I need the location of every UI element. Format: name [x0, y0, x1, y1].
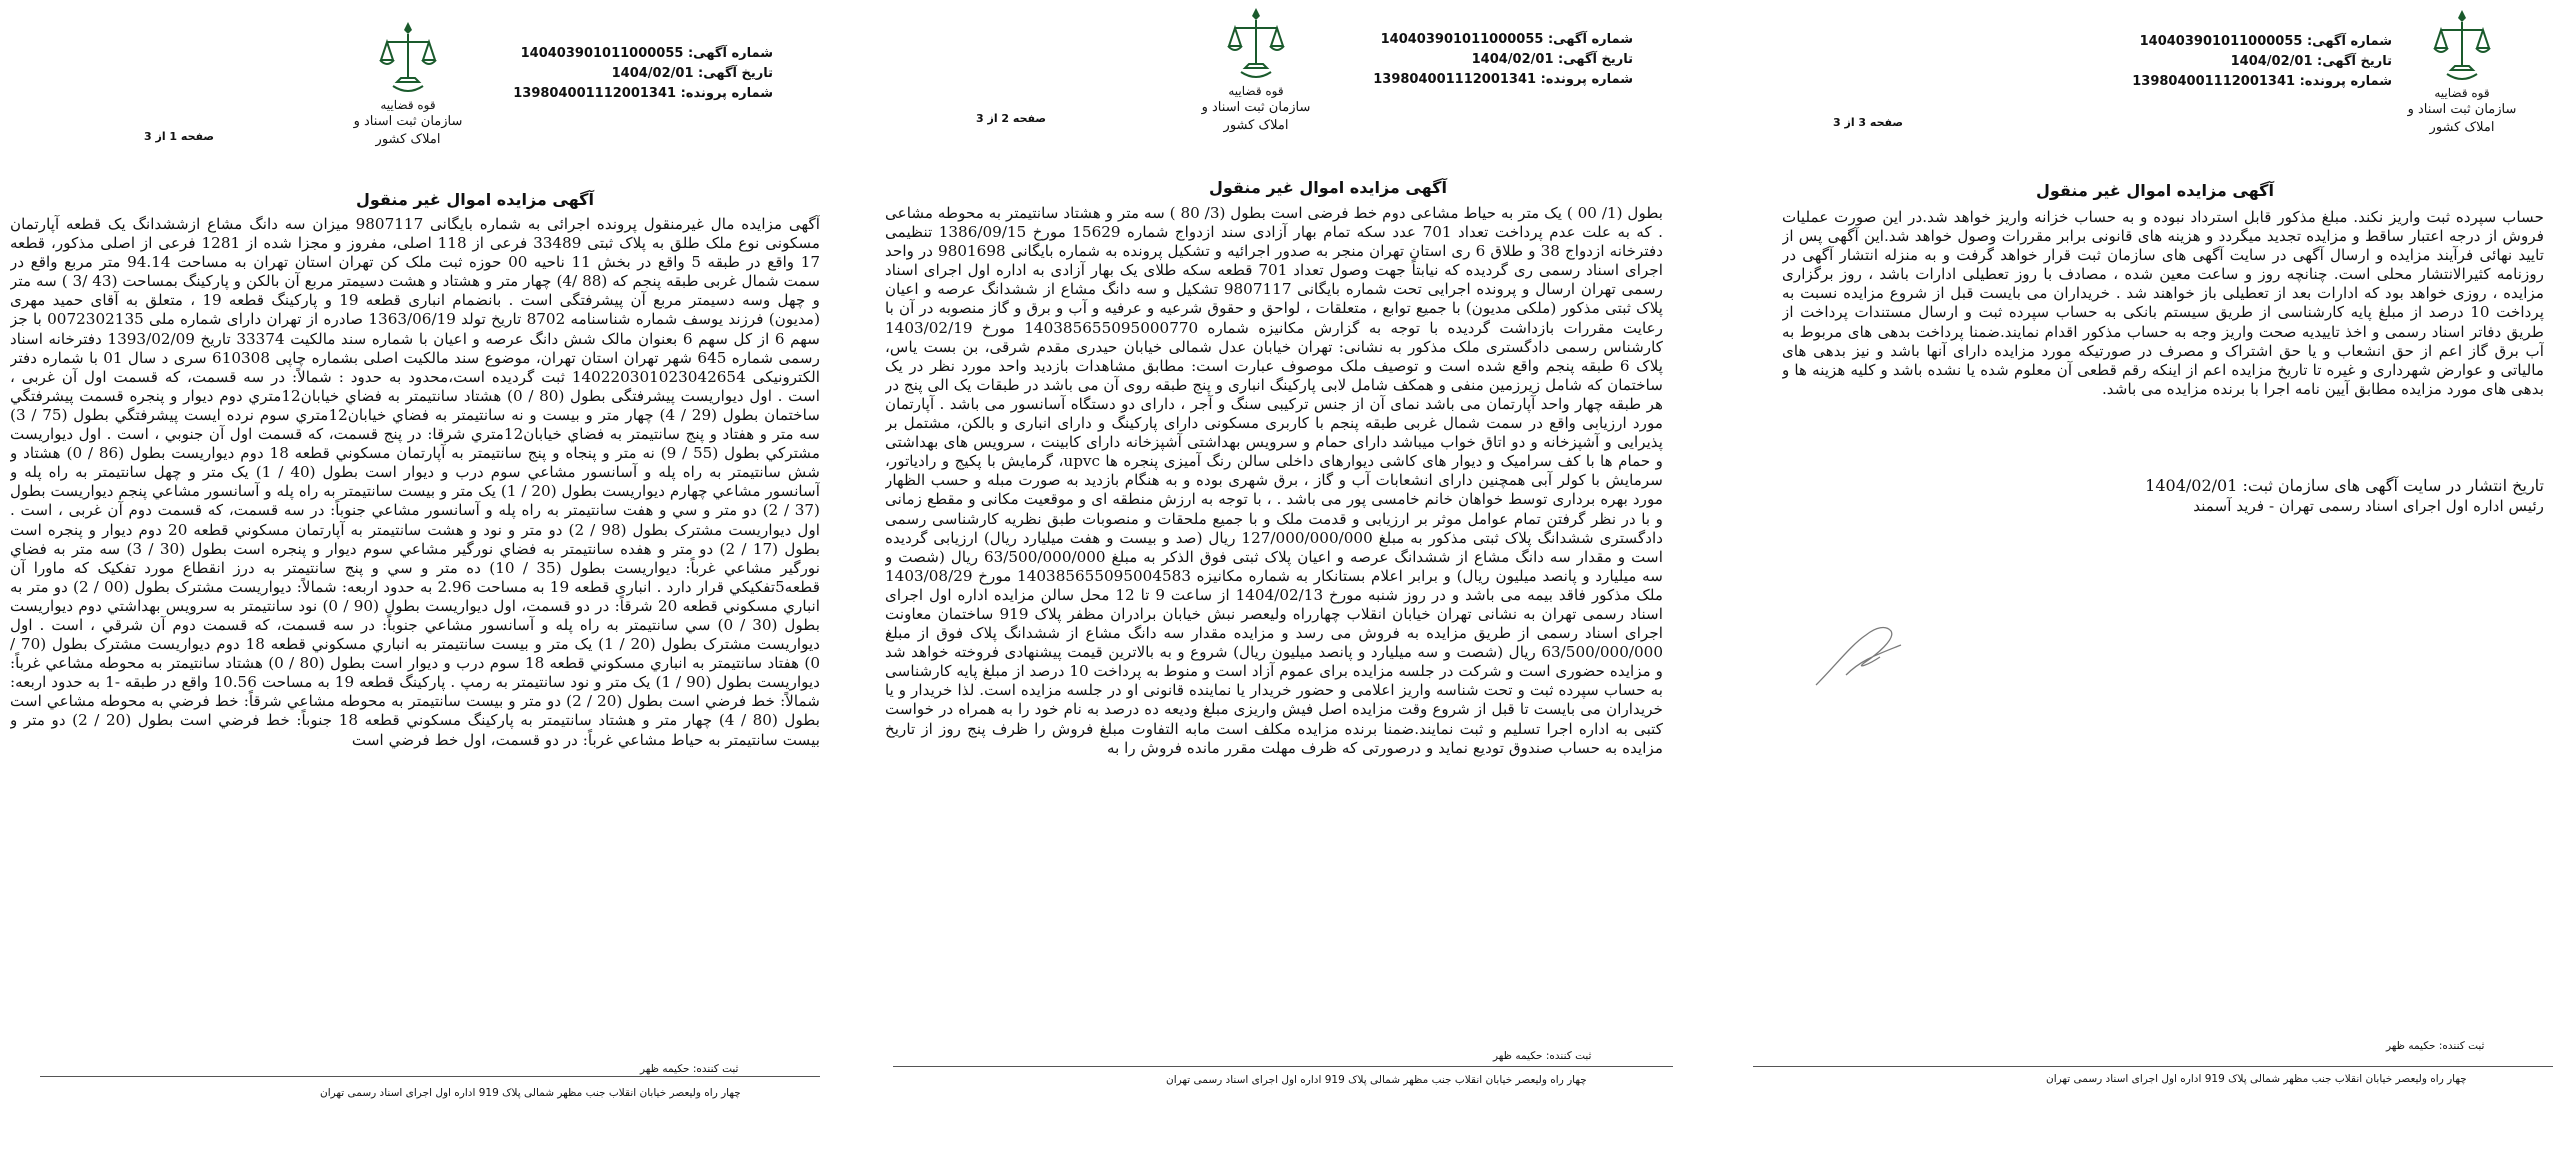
footer-divider — [1753, 1066, 2553, 1067]
ad-date: 1404/02/01 — [2230, 54, 2313, 69]
page-title: آگهی مزایده اموال غیر منقول — [2036, 181, 2274, 200]
page-number: صفحه 3 از 3 — [1833, 116, 1904, 129]
page-title: آگهی مزایده اموال غیر منقول — [356, 190, 594, 209]
registrant-label: ثبت کننده: — [1545, 1050, 1592, 1062]
document-page-2 — [853, 0, 1706, 1151]
ad-number: 140403901011000055 — [2139, 34, 2303, 49]
judiciary-label: قوه قضاییه — [380, 98, 436, 112]
ad-date-label: تاریخ آگهی: — [698, 66, 773, 81]
file-number-label: شماره پرونده: — [2299, 74, 2392, 89]
ad-date-label: تاریخ آگهی: — [1558, 52, 1633, 67]
footer-divider — [893, 1066, 1673, 1067]
registrant-line — [1493, 1050, 1591, 1062]
ad-body-text: بطول (1/ 00 ) یک متر به حیاط مشاعی دوم خط فرضی است بطول (3/ 80 ) سه متر و هشتاد سانتیمتر به محوطه مشاعی . که به علت عدم پرداخت تعداد 701 عدد سکه تمام بهار آزادی سند ازدواج شماره 15629 مورخ 1386/09/15 تنظیمی دفترخانه ازدواج 38 و طلاق 6 ری استان تهران منجر به صدور اجرائیه و تشکیل پرونده به شماره بایگانی 9801698 در واحد اجرای اسناد رسمی ری گردیده که نیابتاً جهت وصول تعداد 701 قطعه سکه طلای یک بهار آزادی به اداره اول اجرای اسناد رسمی تهران ارسال و پرونده اجرایی تحت شماره بایگانی 9807117 تشکیل و سه دانگ مشاع از ششدانگ عرصه و اعیان پلاک ثبتی مذکور (ملکی مدیون) با جمیع توابع ، متعلقات ، لواحق و حقوق شرعیه و عرفیه و آب و برق و گاز منصوبه در آن با رعایت مقررات بازداشت گردیده با توجه به گزارش مکانیزه شماره 140385655095000770 مورخ 1403/02/19 کارشناس رسمی دادگستری ملک مذکور به نشانی: تهران خیابان عدل شمالی خیابان حیدری مقدم شرقی، بن بست یاس، پلاک 6 طبقه پنجم واقع شده است و توصیف ملک موصوف عبارت است: مطابق مشاهدات بازدید واحد مورد نظر در یک ساختمان که شامل زیرزمین منفی و همکف شامل لابی پارکینگ انباری و پنج طبقه روی آن می باشد در طبقات یک الی پنج در هر طبقه چهار واحد آپارتمان می باشد نمای آن از جنس ترکیبی سنگ و آجر ، دارای دو دستگاه آسانسور می باشد . آپارتمان مورد ارزیابی واقع در سمت شمال غربی طبقه پنجم با کاربری مسکونی دارای پارکینگ و دارای انباری و بالکن، مشتمل بر پذیرایی و آشپزخانه و دو اتاق خواب میباشد دارای حمام و سرویس بهداشتی آشپزخانه دارای کابینت ، سرویس های بهداشتی و حمام ها با کف سرامیک و دیوار های کاشی دیوارهای داخلی سالن رنگ آمیزی پنجره ها upvc، گرمایش با پکیج و رادیاتور، سرمایش با کولر آبی همچنین دارای انشعابات آب و گاز ، برق شهری بوده و به هنگام بازدید به صورت مبله و حسب الظهار مورد بهره برداری توسط خواهان خانم خامسی پور می باشد . ، با توجه به ارزش منطقه ای و موقعیت مکانی و مقطع زمانی و با در نظر گرفتن تمام عوامل موثر بر ارزیابی و قدمت ملک و با جمیع ملحقات و منصوبات طبق نظریه کارشناسی رسمی دادگستری ششدانگ پلاک ثبتی مذکور به مبلغ 127/000/000/000 ریال (صد و بیست و هفت میلیارد ریال) ارزیابی گردیده است و مقدار سه دانگ مشاع از ششدانگ عرصه و اعیان پلاک ثبتی فوق الذکر به مبلغ 63/500/000/000 ریال (شصت و سه میلیارد و پانصد میلیون ریال) و برابر اعلام بستانکار به شماره مکانیزه 140385655095004583 مورخ 1403/08/29 ملک مذکور فاقد بیمه می باشد و در روز شنبه مورخ 1404/02/13 از ساعت 9 تا 12 محل سالن مزایده اداره اول اجرای اسناد رسمی تهران به نشانی تهران خیابان انقلاب چهارراه ولیعصر نبش خیابان برادران مظفر پلاک 919 ساختمان معاونت اجرای اسناد رسمی از طریق مزایده به فروش می رسد و مزایده مقدار سه دانگ مشاع از ششدانگ پلاک فوق از مبلغ 63/500/000/000 ریال (شصت و سه میلیارد و پانصد میلیون ریال) شروع و به بالاترین قیمت پیشنهادی فروخته خواهد شد و مزایده حضوری است و شرکت در جلسه مزایده برای عموم آزاد است و منوط به پرداخت 10 درصد از مبلغ پایه کارشناسی به حساب سپرده ثبت و تحت شناسه واریز اعلامی و حضور خریدار یا نماینده قانونی او در جلسه مزایده است. لذا خریدار و یا خریداران می بایست تا قبل از شروع وقت مزایده اصل فیش واریزی مبلغ ودیعه ده درصد به نام خود را به همراه در خواست کتبی به اداره اجرا تسلیم و ثبت نمایند.ضمنا برنده مزایده مکلف است مابه التفاوت مبلغ فروش را ظرف پنج روز از تاریخ مزایده به حساب صندوق تودیع نماید و درصورتی که ظرف مهلت مقرر مانده فروش را به — [885, 204, 1663, 757]
org-name: سازمان ثبت اسناد و املاک کشور — [353, 114, 463, 147]
file-number-label: شماره پرونده: — [680, 86, 773, 101]
registrant-name: حکیمه ظهر — [640, 1063, 690, 1075]
document-page-1 — [1706, 0, 2559, 1151]
org-name: سازمان ثبت اسناد و املاک کشور — [1201, 100, 1311, 133]
registrant-line — [2386, 1040, 2484, 1052]
file-number: 139804001112001341 — [2132, 74, 2296, 89]
footer-divider — [40, 1076, 820, 1077]
footer-address: چهار راه ولیعصر خیابان انقلاب جنب مظهر شمالی پلاک 919 اداره اول اجرای اسناد رسمی تهران — [2046, 1073, 2467, 1085]
scales-of-justice-emblem-icon — [2429, 8, 2495, 86]
page-title: آگهی مزایده اموال غیر منقول — [1209, 178, 1447, 197]
scales-of-justice-emblem-icon — [375, 20, 441, 98]
ad-number: 140403901011000055 — [1380, 32, 1544, 47]
judiciary-emblem — [2402, 8, 2522, 148]
ad-number-label: شماره آگهی: — [687, 46, 773, 61]
ad-number-label: شماره آگهی: — [1547, 32, 1633, 47]
registrant-name: حکیمه ظهر — [2386, 1040, 2436, 1052]
ad-date: 1404/02/01 — [1471, 52, 1554, 67]
ad-meta — [1333, 30, 1633, 90]
judiciary-emblem — [1196, 6, 1316, 146]
ad-number-label: شماره آگهی: — [2306, 34, 2392, 49]
scales-of-justice-emblem-icon — [1223, 6, 1289, 84]
judiciary-label: قوه قضاییه — [2434, 86, 2490, 100]
page-number: صفحه 2 از 3 — [976, 112, 1047, 125]
ad-body-text: آگهی مزایده مال غیرمنقول پرونده اجرائی به شماره بایگانی 9807117 میزان سه دانگ مشاع ازششدانگ یک قطعه آپارتمان مسکونی نوع ملک طلق به پلاک ثبتی 33489 فرعی از 118 اصلی، مفروز و مجزا شده از 1281 فرعی از اصلی مذکور، قطعه 17 واقع در طبقه 5 واقع در بخش 11 ناحیه 00 حوزه ثبت ملک کن تهران استان تهران به مساحت 94.14 متر مربع واقع در سمت شمال غربی طبقه پنجم که (88 /4) چهار متر و هشتاد و هشت دسیمتر مربع آن بالکن و پارکینگ بمساحت (43 /3 ) سه متر و چهل وسه دسیمتر مربع آن پیشرفتگی است . بانضمام انباری قطعه 19 و پارکینگ قطعه 19 ، متعلق به آقای حمید مهری (مدیون) فرزند یوسف شماره شناسنامه 8702 تاریخ تولد 1363/06/19 صادره از تهران دارای شماره ملی 0072302135 با جز سهم 6 از کل سهم 6 بعنوان مالک شش دانگ عرصه و اعیان با شماره سند مالکیت 33374 تاریخ 1393/02/09 دفترخانه اسناد رسمی شماره 645 شهر تهران استان تهران، موضوع سند مالکیت اصلی بشماره چاپی 610308 سری د سال 01 با شماره دفتر الکترونیکی 140220301023042654 ثبت گردیده است،محدود به حدود : شمالاً: در سه قسمت، که قسمت اول آن غربی ، است . اول دیواریست پیشرفتگی بطول (80 / 0) هشتاد سانتیمتر به فضاي خيابان12متري دوم ديوار و پنجره قسمت پيشرفتگي ساختمان بطول (29 / 4) چهار متر و بيست و نه سانتيمتر به فضاي خيابان12متري سوم نرده ايست پيشرفتگي بطول (75 / 3) سه متر و هفتاد و پنج سانتيمتر به فضاي خيابان12متري شرقا: در پنج قسمت، كه قسمت اول آن جنوبي ، است . اول ديواريست مشتركي بطول (55 / 9) نه متر و پنجاه و پنج سانتيمتر به آپارتمان مسكوني قطعه 18 دوم ديواريست بطول (86 / 0) هشتاد و شش سانتيمتر به راه پله و آسانسور مشاعي سوم درب و ديوار است بطول (40 / 1) يک متر و چهل سانتيمتر به راه پله و آسانسور مشاعي چهارم ديواريست بطول (20 / 1) يک متر و بيست سانتيمتر به راه پله و آسانسور مشاعي پنجم ديواريست بطول (37 / 2) دو متر و سي و هفت سانتيمتر به راه پله و آسانسور مشاعي جنوباً: در سه قسمت، که قسمت دوم آن غربی ، است . اول ديواريست مشترک بطول (98 / 2) دو متر و نود و هشت سانتيمتر به آپارتمان مسكوني قطعه 20 دوم ديوار و پنجره است بطول (17 / 2) دو متر و هفده سانتيمتر به فضاي نورگير مشاعي سوم ديوار و پنجره است بطول (30 / 3) سه متر به فضاي نورگير مشاعي غرباً: ديواريست بطول (35 / 10) ده متر و سي و پنج سانتيمتر به درز انقطاع مورد تفکيک که ماورا آن قطعه5تفکيکي قرار دارد . انباری قطعه 19 به مساحت 2.96 به حدود اربعه: شمالاً: ديواريست مشترک بطول (00 / 2) دو متر به انباري مسکوني قطعه 20 شرقاً: در دو قسمت، اول ديواريست بطول (90 / 0) نود سانتيمتر به سرويس بهداشتي دوم ديواريست بطول (30 / 0) سي سانتيمتر به راه پله و آسانسور مشاعي جنوباً: در سه قسمت، که قسمت دوم آن شرقي ، است . اول ديواريست مشترک بطول (20 / 1) يک متر و بيست سانتيمتر به انباري مسکوني قطعه 18 دوم ديواريست مشترک بطول (70 / 0) هفتاد سانتيمتر به انباري مسکوني قطعه 18 سوم درب و ديوار است بطول (80 / 0) هشتاد سانتيمتر به محوطه مشاعي غرباً: ديواريست بطول (90 / 1) يک متر و نود سانتيمتر به رمپ . پارکينگ قطعه 19 به مساحت 10.56 واقع در طبقه -1 به حدود اربعه: شمالاً: خط فرضي است بطول (20 / 2) دو متر و بيست سانتيمتر به محوطه مشاعي شرقاً: خط فرضي به محوطه مشاعي است بطول (80 / 4) چهار متر و هشتاد سانتيمتر به پارکينگ مسکوني قطعه 18 جنوباً: خط فرضي است بطول (20 / 2) دو متر و بيست سانتيمتر به حياط مشاعي غرباً: در دو قسمت، اول خط فرضي است — [10, 215, 820, 749]
registrant-name: حکیمه ظهر — [1493, 1050, 1543, 1062]
signature-scribble-icon — [1806, 615, 1916, 695]
registrant-label: ثبت کننده: — [2438, 1040, 2485, 1052]
footer-address: چهار راه ولیعصر خیابان انقلاب جنب مظهر شمالی پلاک 919 اداره اول اجرای اسناد رسمی تهران — [320, 1087, 741, 1099]
footer-address: چهار راه ولیعصر خیابان انقلاب جنب مظهر شمالی پلاک 919 اداره اول اجرای اسناد رسمی تهران — [1166, 1074, 1587, 1086]
publish-date-line: تاریخ انتشار در سایت آگهی های سازمان ثبت: 1404/02/01 — [2145, 476, 2544, 495]
ad-number: 140403901011000055 — [520, 46, 684, 61]
document-page-3 — [0, 0, 853, 1151]
file-number: 139804001112001341 — [513, 86, 677, 101]
ad-date-label: تاریخ آگهی: — [2317, 54, 2392, 69]
registrant-line — [640, 1063, 738, 1075]
ad-body-text: حساب سپرده ثبت واریز نکند. مبلغ مذکور قابل استرداد نبوده و به حساب خزانه واریز خواهد شد.در این صورت عملیات فروش از درجه اعتبار ساقط و مزایده تجدید میگردد و هزینه های قانونی برابر مقررات وصول خواهد شد.این آگهی پس از تایید نهائی فرآیند مزایده و ارسال آگهی در سایت آگهی های سازمان ثبت قرار خواهد گرفت و به منزله انتشار آگهی در روزنامه کثیرالانتشار محلی است. چنانچه روز و ساعت معین شده ، مصادف با روز تعطیلی ادارات باشد ، روز برگزاری مزایده ، روزی خواهد بود که ادارات بعد از تعطیلی باز خواهند شد . خریداران می بایست قبل از شروع مزایده نسبت به پرداخت 10 درصد از مبلغ پایه کارشناسی از طریق سیستم بانکی به حساب سپرده ثبت و ارسال مستندات پرداخت از طریق دفاتر اسناد رسمی و اخذ تاییدیه صحت واریز وجه به حساب مذکور اقدام نمایند.ضمنا پرداخت بدهی های مربوط به آب برق گاز اعم از حق انشعاب و یا حق اشتراک و مصرف در صورتیکه مورد مزایده دارای آنها باشد و نیز بدهی های مالیاتی و عوارض شهرداری و غیره تا تاریخ مزایده اعم از اینکه رقم قطعی آن معلوم شده یا نشده باشد و کلیه هزینه ها و بدهی های مورد مزایده مطابق آیین نامه اجرا با برنده مزایده می باشد. — [1782, 208, 2544, 398]
ad-date: 1404/02/01 — [611, 66, 694, 81]
registrant-label: ثبت کننده: — [692, 1063, 739, 1075]
signer-line: رئیس اداره اول اجرای اسناد رسمی تهران - فرید آسمند — [2193, 497, 2544, 515]
org-name: سازمان ثبت اسناد و املاک کشور — [2407, 102, 2517, 135]
file-number-label: شماره پرونده: — [1540, 72, 1633, 87]
judiciary-label: قوه قضاییه — [1228, 84, 1284, 98]
judiciary-emblem — [348, 20, 468, 160]
ad-meta — [2106, 32, 2392, 92]
ad-meta — [480, 44, 773, 104]
page-number: صفحه 1 از 3 — [144, 130, 215, 143]
file-number: 139804001112001341 — [1373, 72, 1537, 87]
